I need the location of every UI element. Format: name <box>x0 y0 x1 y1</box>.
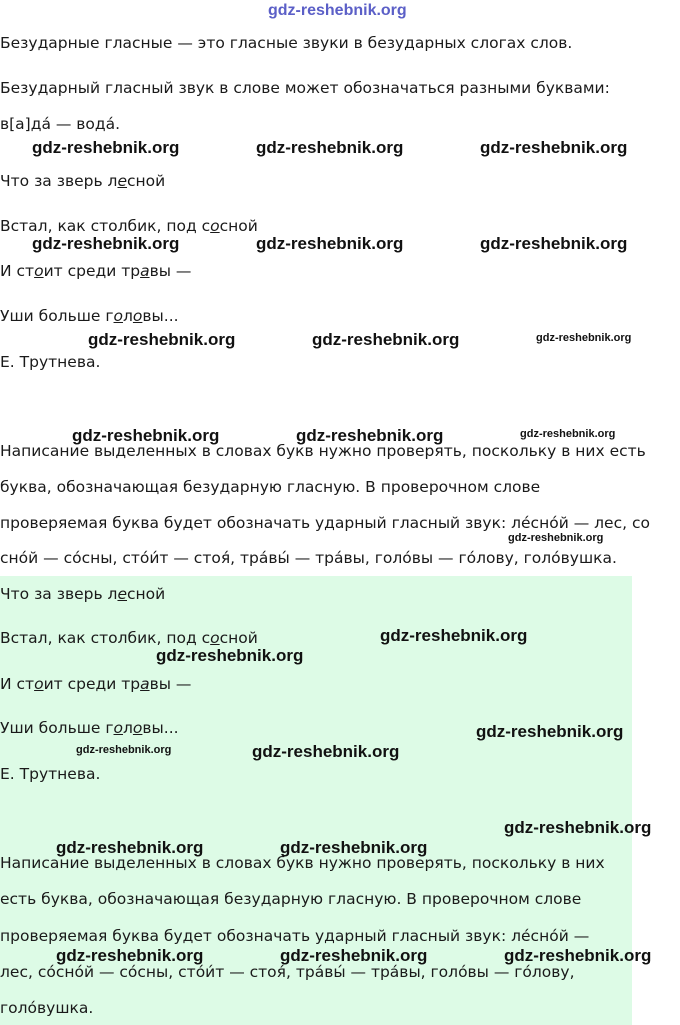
poem-text: л <box>123 719 133 737</box>
poem-text: Встал, как столбик, под с <box>0 629 211 647</box>
poem-text: И ст <box>0 262 35 280</box>
poem-text: Уши больше г <box>0 307 114 325</box>
watermark: gdz-reshebnik.org <box>76 744 172 756</box>
explanation-line: проверяемая буква будет обозначать ударный гласный звук: ле́сно́й — <box>0 927 590 945</box>
watermark: gdz-reshebnik.org <box>312 330 460 349</box>
poem-text: И ст <box>0 675 35 693</box>
watermark: gdz-reshebnik.org <box>256 138 404 157</box>
poem-line-3 <box>0 675 191 693</box>
watermark: gdz-reshebnik.org <box>520 428 616 440</box>
poem-text: вы — <box>149 262 192 280</box>
highlighted-letter: е <box>117 172 128 190</box>
watermark: gdz-reshebnik.org <box>380 626 528 645</box>
highlighted-letter: е <box>117 585 128 603</box>
highlighted-letter: а <box>140 675 150 693</box>
watermark: gdz-reshebnik.org <box>504 946 652 965</box>
explanation-line: Написание выделенных в словах букв нужно проверять, поскольку в них <box>0 854 605 872</box>
poem-text: Встал, как столбик, под с <box>0 217 211 235</box>
watermark: gdz-reshebnik.org <box>480 234 628 253</box>
watermark: gdz-reshebnik.org <box>72 426 220 445</box>
watermark: gdz-reshebnik.org <box>536 332 632 344</box>
highlighted-letter: о <box>34 262 44 280</box>
watermark: gdz-reshebnik.org <box>56 946 204 965</box>
watermark: gdz-reshebnik.org <box>480 138 628 157</box>
highlighted-letter: о <box>113 307 123 325</box>
highlighted-letter: о <box>132 719 143 737</box>
poem-text: ит среди тр <box>43 675 141 693</box>
explanation-line: сно́й — со́сны, сто́и́т — стоя́, тра́вы́ — тра́вы, голо́вы — го́лову, голо́вушка. <box>0 549 617 567</box>
watermark: gdz-reshebnik.org <box>504 818 652 837</box>
watermark: gdz-reshebnik.org <box>56 838 204 857</box>
poem-text: вы... <box>142 307 179 325</box>
explanation-line: Написание выделенных в словах букв нужно проверять, поскольку в них есть <box>0 442 646 460</box>
poem-text: вы — <box>149 675 192 693</box>
rule-text: Безударный гласный звук в слове может обозначаться разными буквами: <box>0 79 610 97</box>
poem-line-4 <box>0 719 179 737</box>
highlighted-letter: о <box>210 217 220 235</box>
explanation-line: голо́вушка. <box>0 999 94 1017</box>
watermark: gdz-reshebnik.org <box>256 234 404 253</box>
poem-author: Е. Трутнева. <box>0 353 101 371</box>
explanation-line: проверяемая буква будет обозначать ударный гласный звук: ле́сно́й — лес, со <box>0 514 650 532</box>
poem-text: Что за зверь л <box>0 585 118 603</box>
poem-text: сной <box>219 629 258 647</box>
poem-text: Уши больше г <box>0 719 114 737</box>
poem-line-1 <box>0 585 165 603</box>
watermark: gdz-reshebnik.org <box>32 234 180 253</box>
watermark: gdz-reshebnik.org <box>156 646 304 665</box>
highlighted-letter: о <box>210 629 220 647</box>
poem-text: ит среди тр <box>43 262 141 280</box>
poem-text: л <box>123 307 133 325</box>
example-text: в[а]да́ — вода́. <box>0 115 121 133</box>
explanation-line: лес, со́сно́й — со́сны, сто́и́т — стоя́, тра́вы́ — тра́вы, голо́вы — го́лову, <box>0 963 575 981</box>
poem-text: вы... <box>142 719 179 737</box>
watermark: gdz-reshebnik.org <box>280 838 428 857</box>
poem-line-3 <box>0 262 191 280</box>
poem-text: сной <box>127 585 166 603</box>
watermark: gdz-reshebnik.org <box>476 722 624 741</box>
watermark: gdz-reshebnik.org <box>252 742 400 761</box>
explanation-line: есть буква, обозначающая безударную гласную. В проверочном слове <box>0 890 582 908</box>
watermark: gdz-reshebnik.org <box>32 138 180 157</box>
poem-line-4 <box>0 307 179 325</box>
highlighted-letter: о <box>132 307 143 325</box>
highlighted-letter: о <box>34 675 44 693</box>
highlighted-letter: а <box>140 262 150 280</box>
watermark: gdz-reshebnik.org <box>280 946 428 965</box>
poem-text: Что за зверь л <box>0 172 118 190</box>
highlighted-letter: о <box>113 719 123 737</box>
definition-text: Безударные гласные — это гласные звуки в безударных слогах слов. <box>0 34 573 52</box>
poem-line-2 <box>0 629 258 647</box>
poem-text: сной <box>219 217 258 235</box>
poem-text: сной <box>127 172 166 190</box>
watermark: gdz-reshebnik.org <box>508 532 604 544</box>
watermark: gdz-reshebnik.org <box>296 426 444 445</box>
poem-line-1 <box>0 172 165 190</box>
watermark: gdz-reshebnik.org <box>88 330 236 349</box>
poem-line-2 <box>0 217 258 235</box>
explanation-line: буква, обозначающая безударную гласную. В проверочном слове <box>0 478 541 496</box>
top-watermark: gdz-reshebnik.org <box>268 2 407 19</box>
poem-author: Е. Трутнева. <box>0 765 101 783</box>
